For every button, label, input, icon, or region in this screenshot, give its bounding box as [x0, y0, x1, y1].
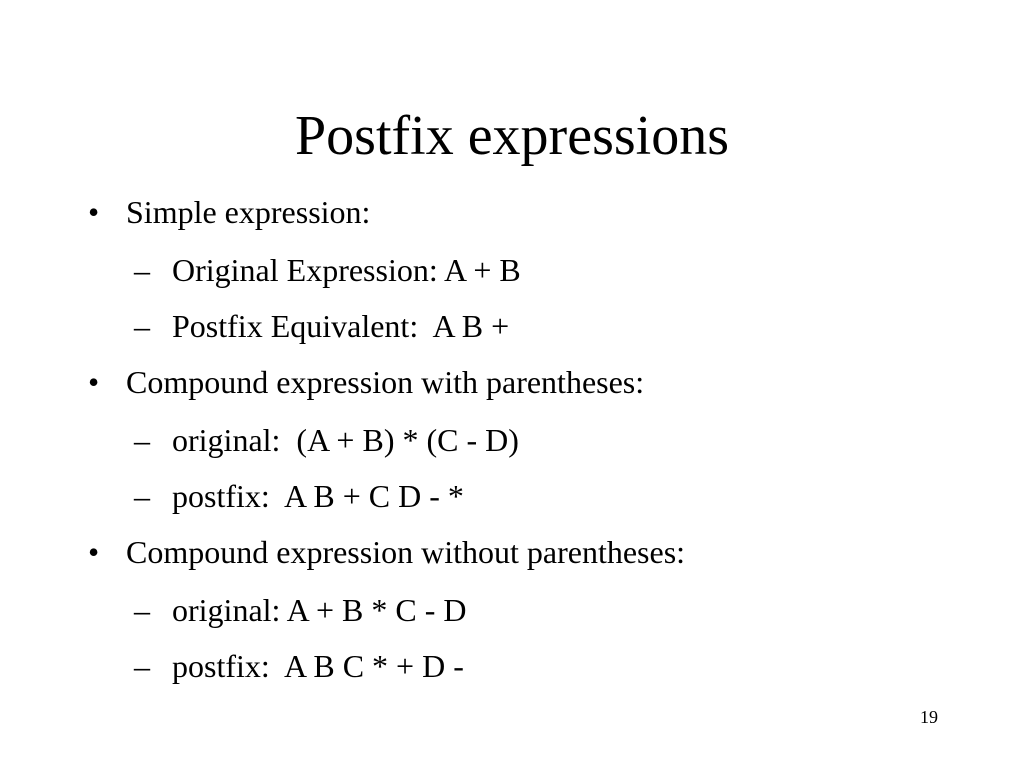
sub-bullet-item — [134, 420, 519, 460]
bullet-text: Simple expression: — [126, 194, 371, 230]
sub-bullet-item — [134, 590, 467, 630]
sub-bullet-text: Postfix Equivalent: A B + — [172, 308, 510, 344]
sub-bullet-text: postfix: A B C * + D - — [172, 648, 464, 684]
sub-bullet-text: postfix: A B + C D - * — [172, 478, 464, 514]
dash-marker: – — [134, 592, 150, 628]
bullet-marker: • — [88, 534, 100, 570]
sub-bullet-text: original: (A + B) * (C - D) — [172, 422, 519, 458]
bullet-item — [88, 532, 685, 572]
sub-bullet-text: original: A + B * C - D — [172, 592, 467, 628]
page-number: 19 — [920, 707, 938, 727]
sub-bullet-item — [134, 476, 464, 516]
sub-bullet-item — [134, 306, 509, 346]
bullet-text: Compound expression without parentheses: — [126, 534, 686, 570]
sub-bullet-item — [134, 646, 464, 686]
bullet-text: Compound expression with parentheses: — [126, 364, 645, 400]
bullet-marker: • — [88, 364, 100, 400]
bullet-item — [88, 192, 370, 232]
dash-marker: – — [134, 252, 150, 288]
dash-marker: – — [134, 308, 150, 344]
bullet-item — [88, 362, 644, 402]
dash-marker: – — [134, 422, 150, 458]
dash-marker: – — [134, 478, 150, 514]
bullet-marker: • — [88, 194, 100, 230]
slide-title: Postfix expressions — [295, 105, 729, 167]
dash-marker: – — [134, 648, 150, 684]
sub-bullet-item — [134, 250, 521, 290]
sub-bullet-text: Original Expression: A + B — [172, 252, 521, 288]
